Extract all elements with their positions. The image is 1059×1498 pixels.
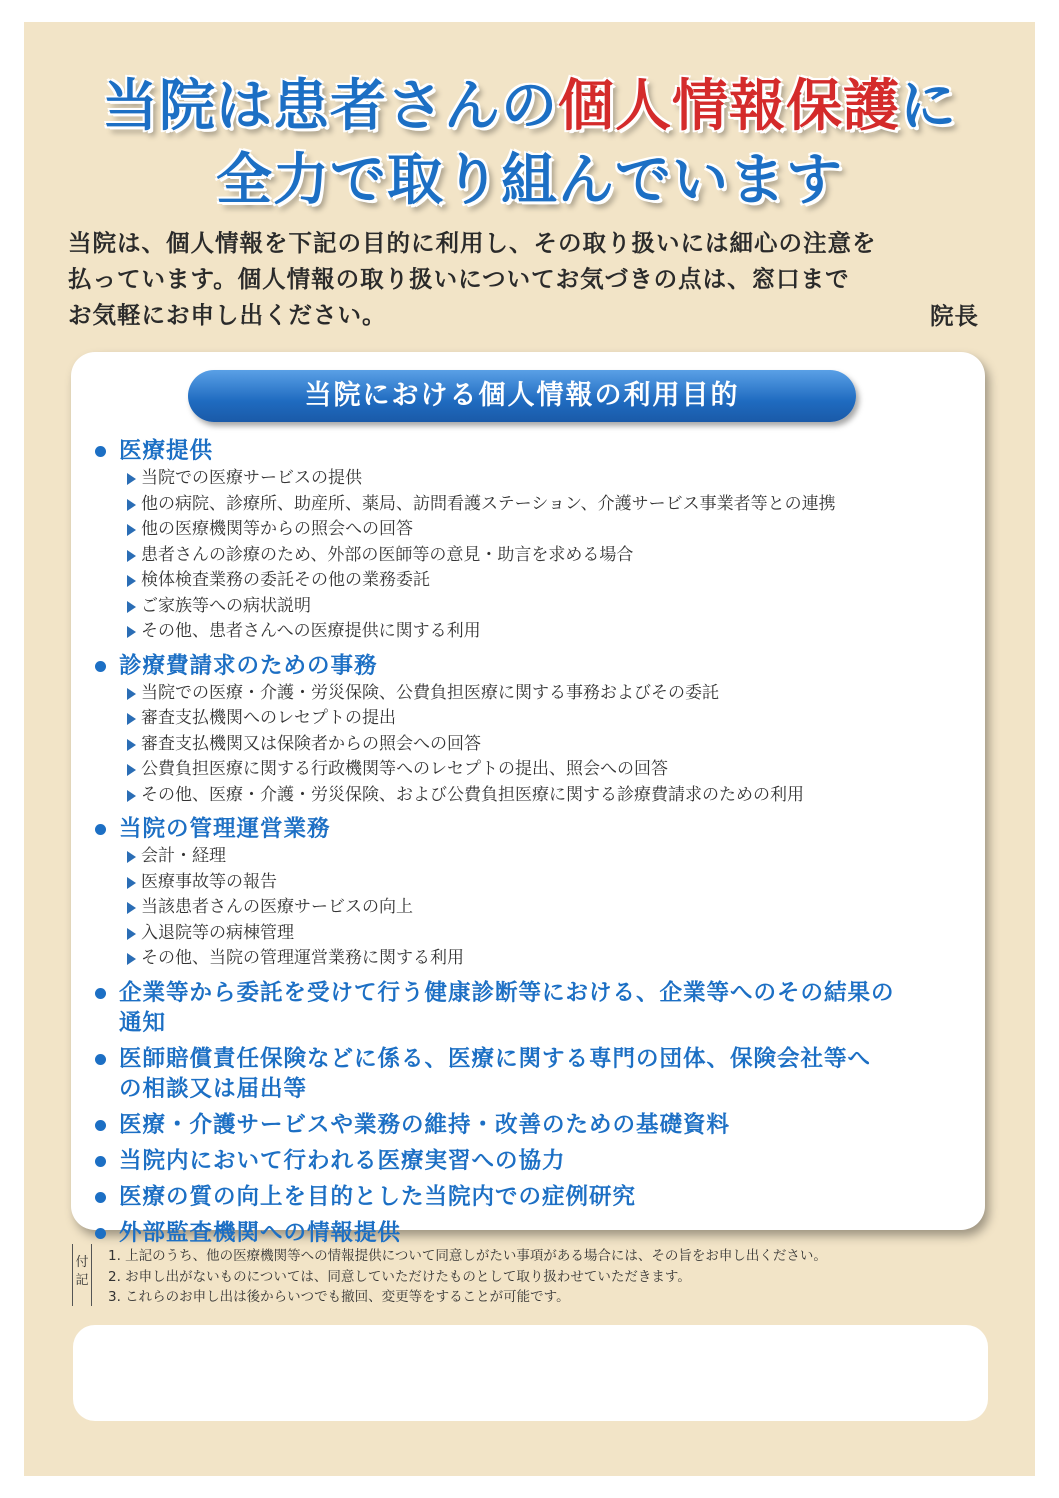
purpose-text: 通知 [119, 1009, 167, 1036]
triangle-bullet-icon [127, 953, 136, 965]
headline-line-1 [24, 74, 1035, 140]
intro-paragraph [68, 225, 980, 333]
note-line: 2. お申し出がないものについては、同意していただけたものとして取り扱わせていただきます。 [108, 1268, 691, 1285]
purpose-list [93, 436, 973, 1248]
blank-info-box [73, 1325, 988, 1421]
purpose-heading [93, 1110, 973, 1140]
list-item-text: 医療事故等の報告 [141, 871, 277, 892]
bullet-icon [95, 1228, 106, 1239]
category-title: 診療費請求のための事務 [119, 652, 378, 679]
purpose-card [71, 352, 985, 1246]
list-item-text: 審査支払機関又は保険者からの照会への回答 [141, 733, 481, 754]
notes-label-top: 付 [75, 1255, 89, 1270]
list-item-text: 公費負担医療に関する行政機関等へのレセプトの提出、照会への回答 [141, 759, 668, 779]
notes-lines [108, 1246, 827, 1308]
list-item [93, 492, 973, 518]
list-item [93, 466, 973, 492]
list-item [93, 517, 973, 543]
poster-background [24, 22, 1035, 1476]
list-item [93, 844, 973, 870]
headline-text-1a: 当院は患者さんの [102, 74, 558, 139]
intro-line: 当院は、個人情報を下記の目的に利用し、その取り扱いには細心の注意を [68, 229, 877, 257]
list-item [93, 783, 973, 809]
bullet-icon [95, 446, 106, 457]
note-line: 1. 上記のうち、他の医療機関等への情報提供について同意しがたい事項がある場合には、その旨をお申し出ください。 [108, 1248, 827, 1264]
list-item-text: その他、当院の管理運営業務に関する利用 [141, 948, 464, 968]
purpose-text: 医療の質の向上を目的とした当院内での症例研究 [119, 1183, 637, 1210]
triangle-bullet-icon [127, 928, 136, 940]
triangle-bullet-icon [127, 575, 136, 587]
list-item [93, 895, 973, 921]
purpose-text: 外部監査機関への情報提供 [119, 1219, 402, 1246]
purpose-text: 企業等から委託を受けて行う健康診断等における、企業等へのその結果の [119, 979, 895, 1006]
purpose-heading [93, 978, 973, 1038]
triangle-bullet-icon [127, 601, 136, 613]
list-item [93, 543, 973, 569]
triangle-bullet-icon [127, 790, 136, 802]
category-title: 医療提供 [119, 438, 214, 464]
purpose-heading [93, 1218, 973, 1248]
bullet-icon [95, 1192, 106, 1203]
list-item [93, 921, 973, 947]
triangle-bullet-icon [127, 739, 136, 751]
purpose-heading [93, 1182, 973, 1212]
bullet-icon [95, 661, 106, 672]
bullet-icon [95, 1054, 106, 1065]
list-item [93, 594, 973, 620]
category-heading [93, 436, 973, 466]
notes-label-bottom: 記 [75, 1273, 89, 1288]
headline-highlight: 個人情報保護 [558, 74, 900, 139]
list-item [93, 706, 973, 732]
triangle-bullet-icon [127, 902, 136, 914]
triangle-bullet-icon [127, 851, 136, 863]
triangle-bullet-icon [127, 713, 136, 725]
purpose-text: 医療・介護サービスや業務の維持・改善のための基礎資料 [119, 1111, 731, 1138]
triangle-bullet-icon [127, 524, 136, 536]
purpose-text: 医師賠償責任保険などに係る、医療に関する専門の団体、保険会社等へ [119, 1045, 872, 1072]
triangle-bullet-icon [127, 877, 136, 889]
purpose-heading [93, 1146, 973, 1176]
list-item-text: 審査支払機関へのレセプトの提出 [141, 708, 396, 728]
list-item-text: ご家族等への病状説明 [141, 595, 311, 616]
headline-text-1b: に [900, 74, 957, 139]
category-heading [93, 814, 973, 844]
triangle-bullet-icon [127, 499, 136, 511]
list-item [93, 870, 973, 896]
list-item-text: 会計・経理 [141, 846, 226, 866]
purpose-text: 当院内において行われる医療実習への協力 [119, 1147, 566, 1174]
headline-line-2: 全力で取り組んでいます [216, 148, 843, 213]
bullet-icon [95, 1120, 106, 1131]
list-item-text: 入退院等の病棟管理 [141, 922, 294, 943]
list-item-text: その他、患者さんへの医療提供に関する利用 [141, 621, 481, 641]
list-item [93, 946, 973, 972]
list-item-text: 当院での医療サービスの提供 [141, 468, 362, 488]
notes-label [72, 1244, 92, 1306]
list-item-text: 検体検査業務の委託その他の業務委託 [141, 570, 430, 590]
bullet-icon [95, 824, 106, 835]
intro-line: 払っています。個人情報の取り扱いについてお気づきの点は、窓口まで [68, 265, 850, 293]
list-item [93, 619, 973, 645]
bullet-icon [95, 1156, 106, 1167]
list-item-text: 他の医療機関等からの照会への回答 [141, 519, 413, 539]
list-item [93, 568, 973, 594]
list-item-text: 他の病院、診療所、助産所、薬局、訪問看護ステーション、介護サービス事業者等との連携 [141, 493, 836, 514]
list-item-text: その他、医療・介護・労災保険、および公費負担医療に関する診療費請求のための利用 [141, 784, 804, 805]
list-item [93, 732, 973, 758]
card-title: 当院における個人情報の利用目的 [188, 370, 856, 422]
list-item [93, 681, 973, 707]
list-item [93, 757, 973, 783]
triangle-bullet-icon [127, 550, 136, 562]
intro-line: お気軽にお申し出ください。 [68, 301, 387, 329]
category-heading [93, 651, 973, 681]
list-item-text: 当院での医療・介護・労災保険、公費負担医療に関する事務およびその委託 [141, 682, 719, 703]
purpose-text: の相談又は届出等 [119, 1075, 308, 1102]
triangle-bullet-icon [127, 764, 136, 776]
category-title: 当院の管理運営業務 [119, 816, 331, 842]
signer: 院長 [930, 302, 979, 330]
purpose-heading [93, 1044, 973, 1104]
list-item-text: 当該患者さんの医療サービスの向上 [141, 897, 413, 917]
triangle-bullet-icon [127, 626, 136, 638]
bullet-icon [95, 988, 106, 999]
triangle-bullet-icon [127, 688, 136, 700]
list-item-text: 患者さんの診療のため、外部の医師等の意見・助言を求める場合 [141, 544, 634, 565]
triangle-bullet-icon [127, 473, 136, 485]
note-line: 3. これらのお申し出は後からいつでも撤回、変更等をすることが可能です。 [108, 1289, 570, 1305]
